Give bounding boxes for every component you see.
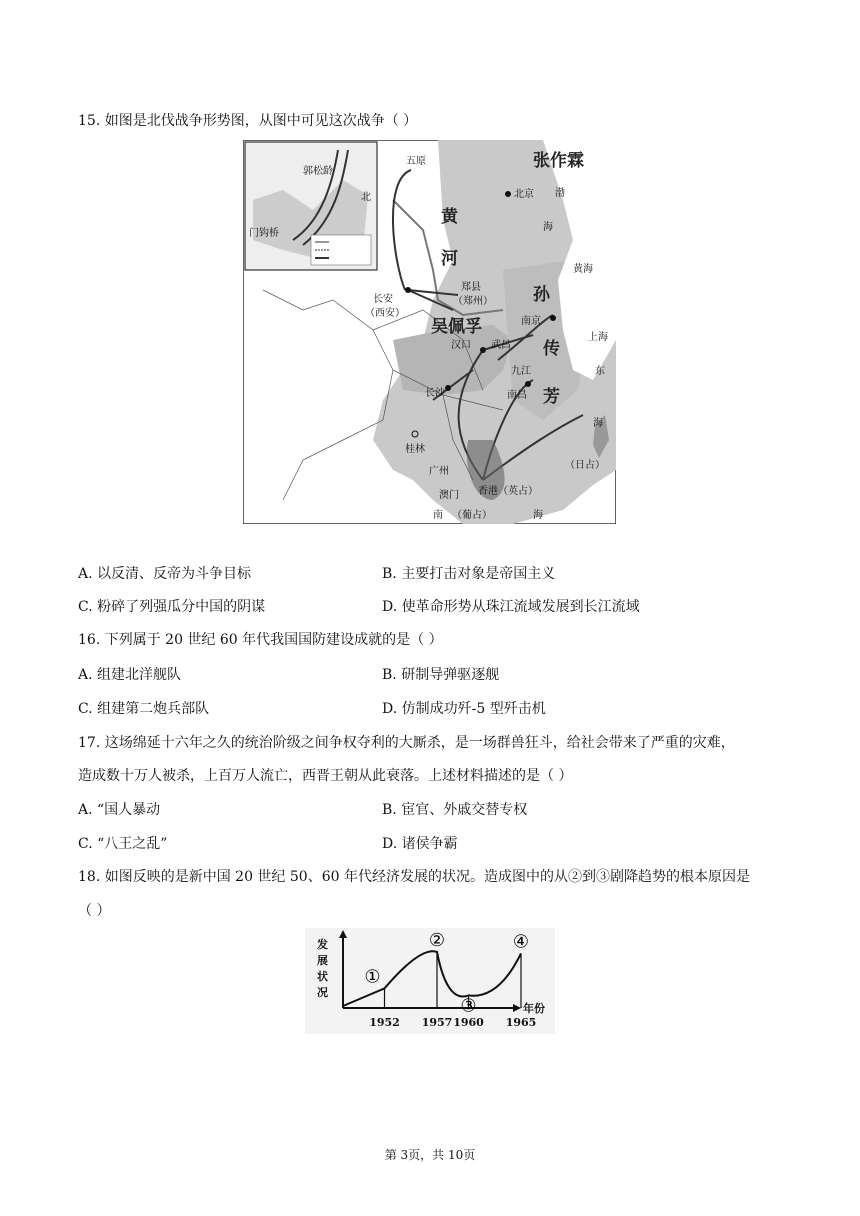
- water-east: 东: [595, 366, 605, 377]
- chart-xlabel: 年份: [523, 1002, 545, 1015]
- place-xian: （西安）: [365, 308, 405, 319]
- inset-label-guosongling: 郭松龄: [303, 166, 333, 177]
- q17-stem-line1: 17. 这场绵延十六年之久的统治阶级之间争权夺利的大厮杀，是一场群兽狂斗，给社会带来了严重的灾难，: [78, 735, 735, 751]
- place-hongkong: 香港（英占）: [478, 486, 538, 497]
- water-south-hai: 海: [533, 510, 543, 521]
- warlord-zhangzuolin: 张作霖: [533, 151, 584, 171]
- place-changan: 长安: [373, 294, 393, 305]
- water-east-hai: 海: [593, 418, 603, 429]
- place-changsha: 长沙: [425, 388, 445, 399]
- q15-option-d[interactable]: D. 使革命形势从珠江流域发展到长江流域: [382, 599, 640, 615]
- q17-stem-line2: 造成数十万人被杀，上百万人流亡，西晋王朝从此衰落。上述材料描述的是（ ）: [78, 768, 573, 784]
- water-south: 南: [433, 510, 443, 521]
- q16-option-a[interactable]: A. 组建北洋舰队: [78, 667, 182, 683]
- place-guilin: 桂林: [405, 444, 425, 455]
- water-bohai-hai: 海: [543, 222, 553, 233]
- chart-ylabel-3: 状: [317, 970, 328, 983]
- economic-development-chart: [305, 928, 555, 1034]
- place-portuguese: （葡占）: [452, 510, 492, 521]
- water-bo: 渤: [555, 188, 565, 199]
- place-hankou: 汉口: [451, 340, 471, 351]
- chart-x-tick-1957: 1957: [421, 1016, 453, 1029]
- chart-x-tick-1965: 1965: [505, 1016, 537, 1029]
- water-he: 河: [441, 249, 458, 269]
- place-jiujiang: 九江: [511, 366, 531, 377]
- q15-stem: 15. 如图是北伐战争形势图，从图中可见这次战争（ ）: [78, 113, 418, 129]
- chart-marker-4: ④: [512, 931, 530, 953]
- warlord-fang: 芳: [543, 387, 560, 407]
- q16-option-b[interactable]: B. 研制导弹驱逐舰: [382, 667, 500, 683]
- inset-label-menqiao: 门钩桥: [249, 228, 279, 239]
- q15-option-a[interactable]: A. 以反清、反帝为斗争目标: [78, 566, 252, 582]
- q15-option-c[interactable]: C. 粉碎了列强瓜分中国的阴谋: [78, 599, 266, 615]
- q16-stem: 16. 下列属于 20 世纪 60 年代我国国防建设成就的是（ ）: [78, 632, 443, 648]
- q17-option-d[interactable]: D. 诸侯争霸: [382, 836, 458, 852]
- place-wuyuan: 五原: [406, 156, 426, 167]
- chart-ylabel-1: 发: [317, 938, 328, 951]
- water-huang: 黄: [441, 207, 458, 227]
- place-guangzhou: 广州: [429, 466, 449, 477]
- place-shanghai: 上海: [588, 332, 608, 343]
- chart-ylabel-4: 况: [317, 986, 328, 999]
- chart-marker-1: ①: [364, 966, 381, 988]
- warlord-wupeifu: 吴佩孚: [431, 317, 482, 337]
- warlord-sun: 孙: [533, 285, 550, 305]
- water-yellow-sea: 黄海: [573, 264, 593, 275]
- northern-expedition-map: [243, 140, 616, 524]
- q16-option-c[interactable]: C. 组建第二炮兵部队: [78, 701, 210, 717]
- chart-ylabel-2: 展: [317, 954, 328, 967]
- q17-option-a[interactable]: A. “国人暴动: [78, 802, 161, 818]
- place-nanjing: 南京: [521, 316, 541, 327]
- inset-label-north: 北: [361, 192, 371, 203]
- place-nanchang: 南昌: [507, 390, 527, 401]
- warlord-chuan: 传: [543, 339, 560, 359]
- chart-x-tick-1960: 1960: [453, 1016, 484, 1029]
- place-zhengzhou: （郑州）: [453, 296, 493, 307]
- page-footer: 第 3页，共 10页: [384, 1148, 476, 1162]
- place-zhengxian: 郑县: [461, 282, 481, 293]
- q17-option-b[interactable]: B. 宦官、外戚交替专权: [382, 802, 528, 818]
- chart-x-tick-1952: 1952: [369, 1016, 400, 1029]
- q17-option-c[interactable]: C. “八王之乱”: [78, 836, 168, 852]
- q15-option-b[interactable]: B. 主要打击对象是帝国主义: [382, 566, 556, 582]
- place-macau: 澳门: [439, 490, 459, 501]
- q18-stem-line2: （ ）: [78, 903, 111, 919]
- place-beijing: 北京: [514, 189, 534, 200]
- q16-option-d[interactable]: D. 仿制成功歼-5 型歼击机: [382, 701, 546, 717]
- place-japanese: （日占）: [565, 460, 605, 471]
- chart-marker-2: ②: [428, 930, 446, 951]
- chart-marker-3: ③: [460, 995, 477, 1017]
- q18-stem-line1: 18. 如图反映的是新中国 20 世纪 50、60 年代经济发展的状况。造成图中的从②到③剧降趋势的根本原因是: [78, 869, 750, 885]
- place-wuchang: 武昌: [491, 340, 511, 351]
